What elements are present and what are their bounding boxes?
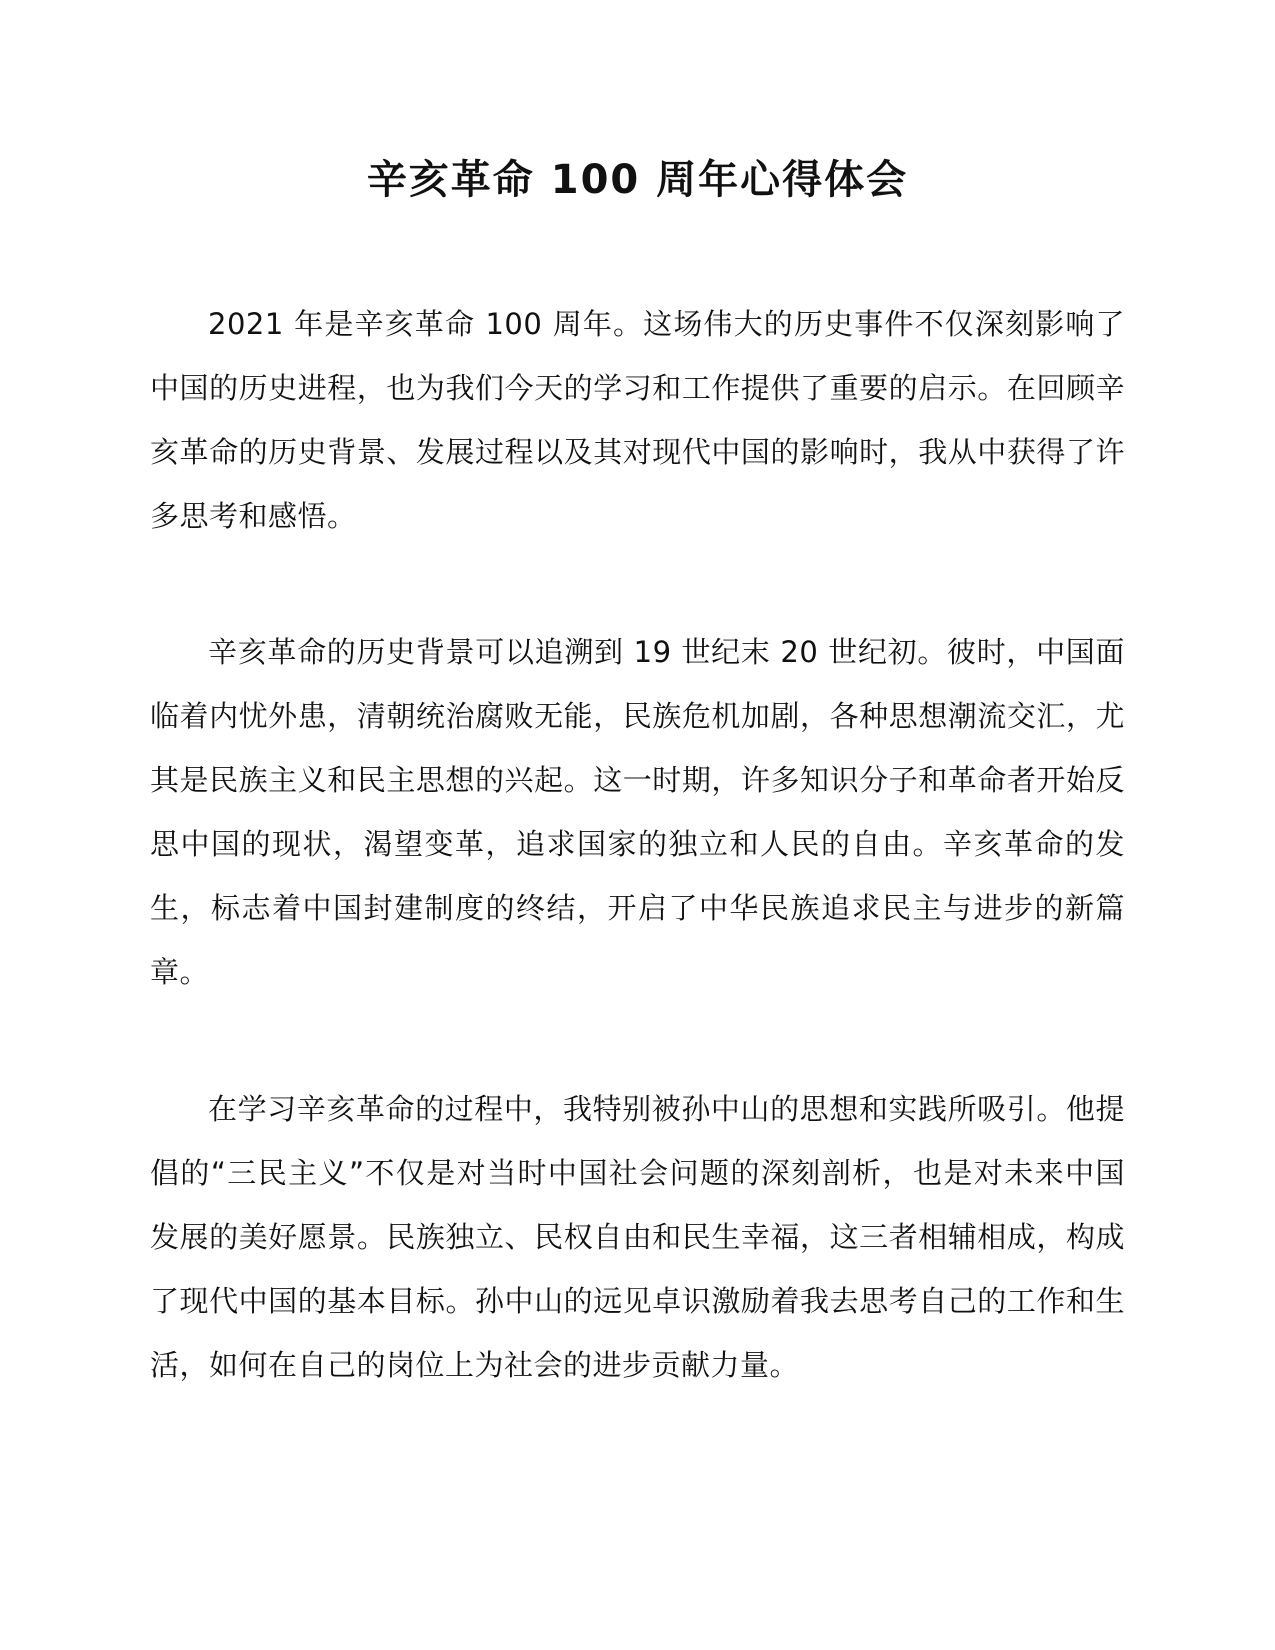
- document-title: 辛亥革命 100 周年心得体会: [366, 157, 909, 203]
- paragraph-2: 辛亥革命的历史背景可以追溯到 19 世纪末 20 世纪初。彼时，中国面临着内忧外患，清朝统治腐败无能，民族危机加剧，各种思想潮流交汇，尤其是民族主义和民主思想的兴起。这一时期，许多知识分子和革命者开始反思中国的现状，渴望变革，追求国家的独立和人民的自由。辛亥革命的发生，标志着中国封建制度的终结，开启了中华民族追求民主与进步的新篇章。: [150, 635, 1125, 989]
- paragraph-1: 2021 年是辛亥革命 100 周年。这场伟大的历史事件不仅深刻影响了中国的历史进程，也为我们今天的学习和工作提供了重要的启示。在回顾辛亥革命的历史背景、发展过程以及其对现代中国的影响时，我从中获得了许多思考和感悟。: [150, 307, 1125, 533]
- paragraph-3: 在学习辛亥革命的过程中，我特别被孙中山的思想和实践所吸引。他提倡的“三民主义”不仅是对当时中国社会问题的深刻剖析，也是对未来中国发展的美好愿景。民族独立、民权自由和民生幸福，这三者相辅相成，构成了现代中国的基本目标。孙中山的远见卓识激励着我去思考自己的工作和生活，如何在自己的岗位上为社会的进步贡献力量。: [150, 1092, 1125, 1382]
